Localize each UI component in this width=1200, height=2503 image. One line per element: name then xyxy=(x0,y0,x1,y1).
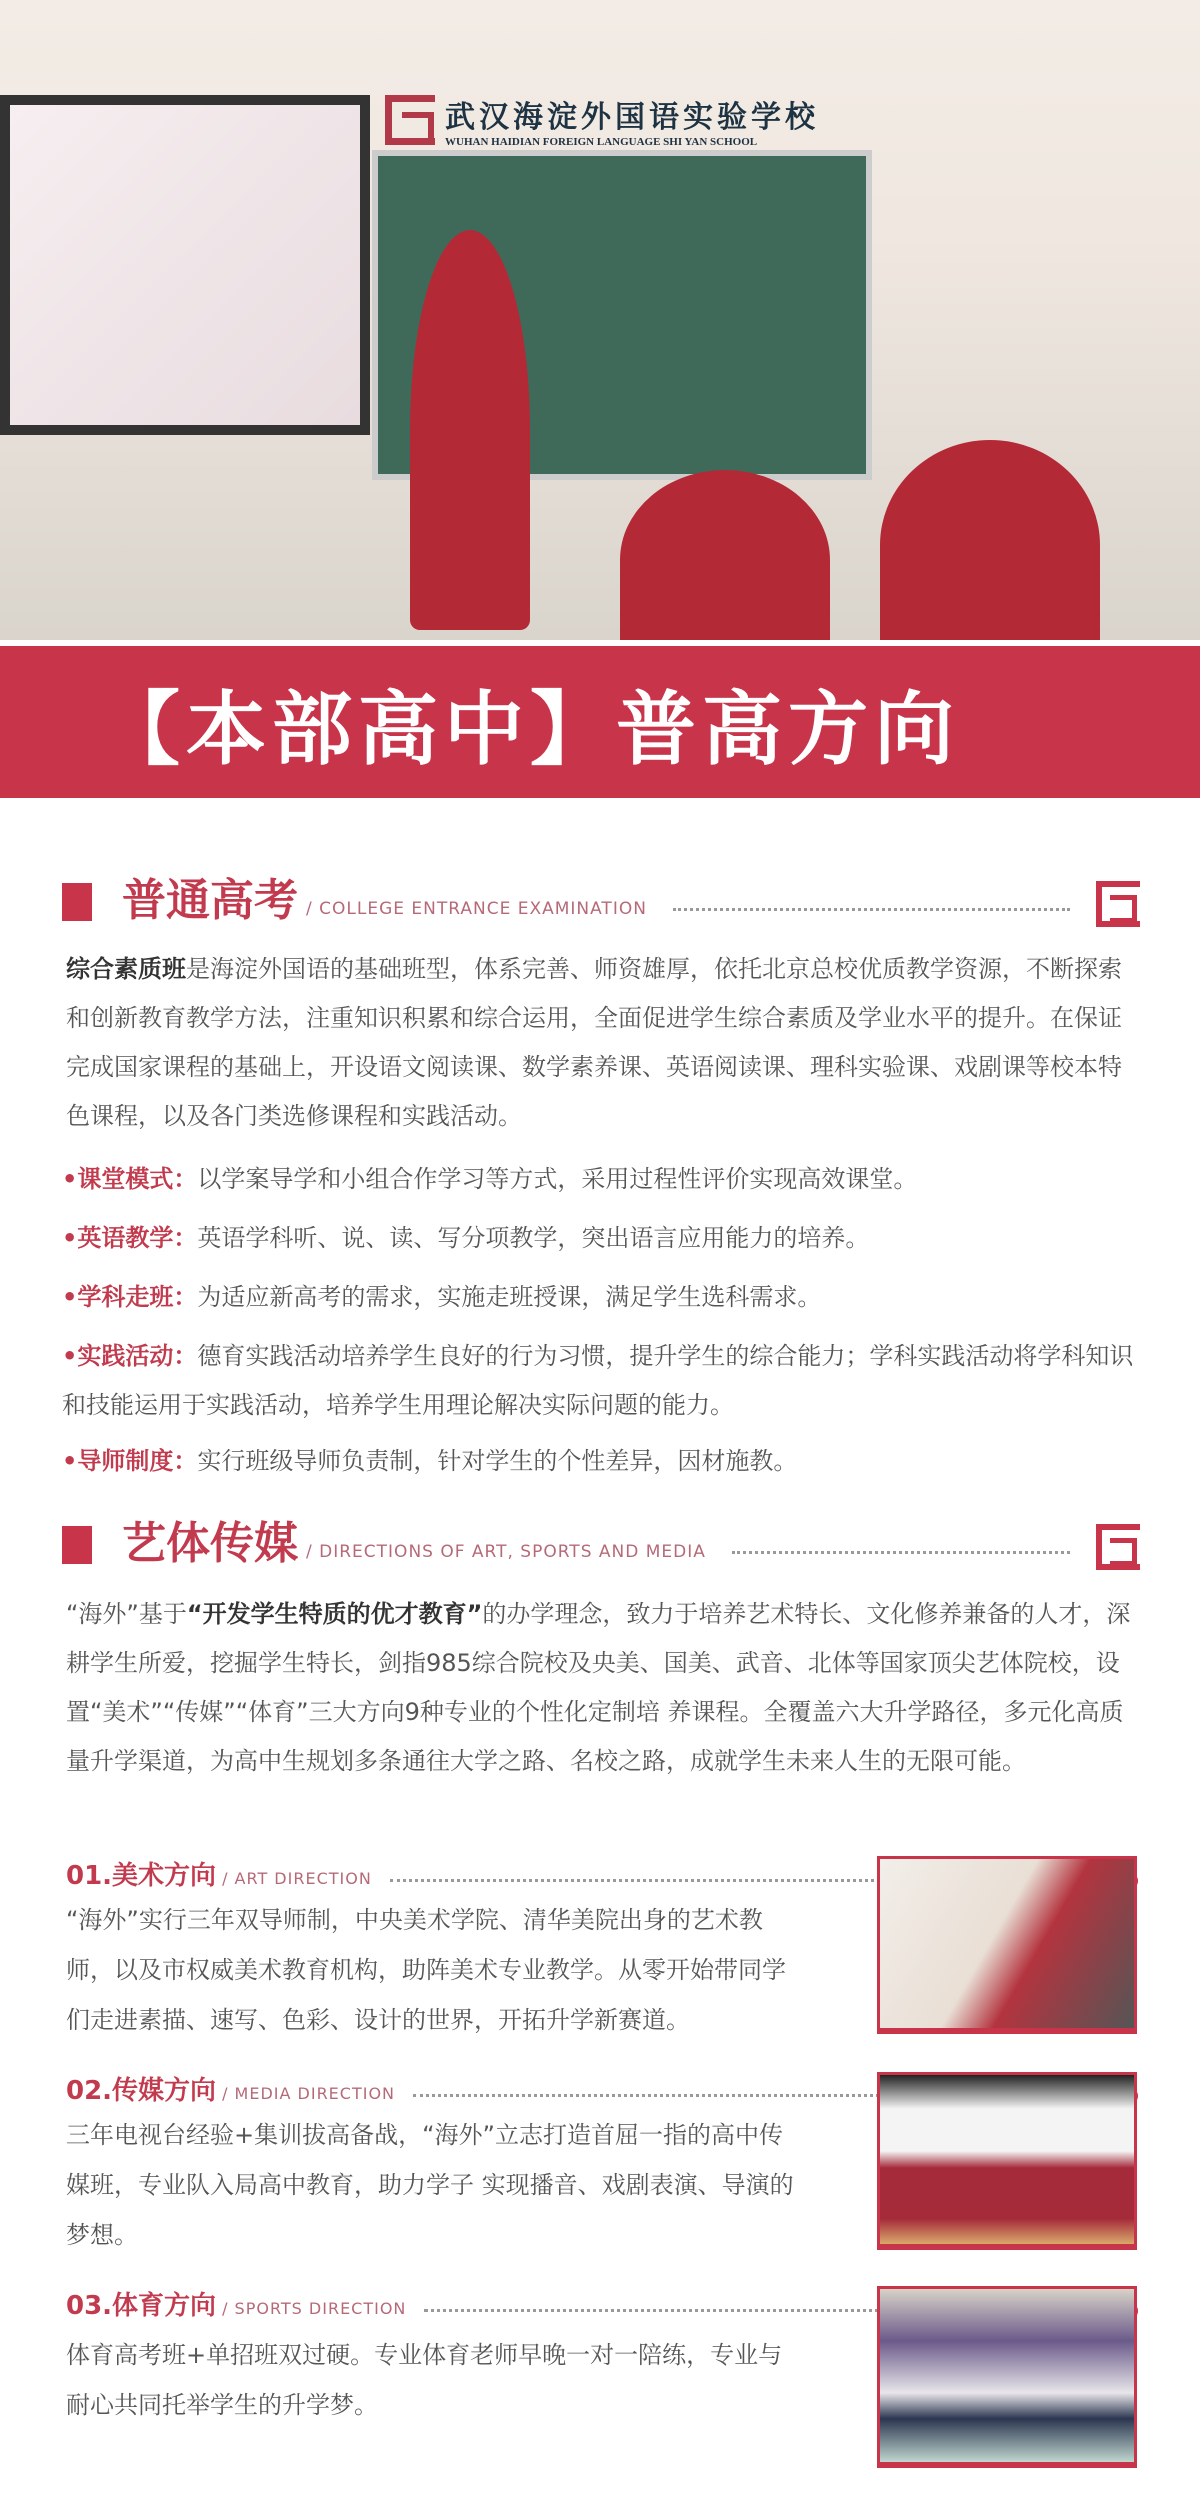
bullet-label: •导师制度： xyxy=(62,1447,198,1475)
art-photo xyxy=(877,1856,1137,2034)
direction-text: 体育高考班+单招班双过硬。专业体育老师早晚一对一陪练，专业与耐心共同托举学生的升学梦。 xyxy=(66,2341,783,2419)
section-title: 艺体传媒 xyxy=(122,1518,298,1569)
bullet-text: 以学案导学和小组合作学习等方式，采用过程性评价实现高效课堂。 xyxy=(197,1165,918,1193)
section-intro xyxy=(66,945,1141,1141)
intro-bold: “开发学生特质的优才教育” xyxy=(186,1600,483,1628)
logo-name-en: WUHAN HAIDIAN FOREIGN LANGUAGE SHI YAN SCHOOL xyxy=(445,136,758,148)
intro-text: 的办学理念，致力于培养艺术特长、文化修养兼备的人才，深耕学生所爱，挖掘学生特长，剑指985综合院校及央美、国美、武音、北体等国家顶尖艺体院校，设置“美术”“传媒”“体育”三大方向9种专业的个性化定制培 养课程。全覆盖六大升学路径，多元化高质量升学渠道，为高中生规划多条通往大学之路、名校之路，成就学生未来人生的无限可能。 xyxy=(66,1600,1131,1775)
student xyxy=(620,470,830,640)
list-item xyxy=(62,1437,1142,1486)
list-item xyxy=(62,1214,1142,1263)
logo-mark-icon xyxy=(1096,1524,1140,1570)
student xyxy=(880,440,1100,640)
list-item xyxy=(62,1155,1142,1204)
direction-title: 03.体育方向 xyxy=(66,2291,217,2321)
bullet-text: 德育实践活动培养学生良好的行为习惯，提升学生的综合能力；学科实践活动将学科知识和技能运用于实践活动，培养学生用理论解决实际问题的能力。 xyxy=(62,1342,1134,1419)
section-header-art xyxy=(62,1518,1140,1570)
list-item xyxy=(62,1332,1142,1430)
bullet-text: 为适应新高考的需求，实施走班授课，满足学生选科需求。 xyxy=(197,1283,822,1311)
list-item xyxy=(62,1273,1142,1322)
section-title: 普通高考 xyxy=(122,875,298,926)
section-subtitle: / COLLEGE ENTRANCE EXAMINATION xyxy=(306,899,647,919)
dotted-divider xyxy=(732,1551,1070,1554)
section-intro xyxy=(66,1590,1141,1786)
bullet-text: 实行班级导师负责制，针对学生的个性差异，因材施教。 xyxy=(197,1447,798,1475)
logo-mark-icon xyxy=(385,95,435,145)
direction-title: 01.美术方向 xyxy=(66,1861,217,1891)
logo-mark-icon xyxy=(1096,881,1140,927)
direction-subtitle: / SPORTS DIRECTION xyxy=(222,2299,407,2318)
direction-title: 02.传媒方向 xyxy=(66,2076,217,2106)
dotted-divider xyxy=(673,908,1070,911)
logo-name-cn: 武汉海淀外国语实验学校 xyxy=(445,100,819,135)
school-logo xyxy=(385,92,819,148)
direction-text: “海外”实行三年双导师制，中央美术学院、清华美院出身的艺术教师，以及市权威美术教育机构，助阵美术专业教学。从零开始带同学们走进素描、速写、色彩、设计的世界，开拓升学新赛道。 xyxy=(66,1906,786,2034)
square-bullet-icon xyxy=(62,883,92,921)
classroom-screen xyxy=(0,95,370,435)
intro-text: 是海淀外国语的基础班型，体系完善、师资雄厚，依托北京总校优质教学资源，不断探索和创新教育教学方法，注重知识积累和综合运用，全面促进学生综合素质及学业水平的提升。在保证完成国家课程的基础上，开设语文阅读课、数学素养课、英语阅读课、理科实验课、戏剧课等校本特色课程，以及各门类选修课程和实践活动。 xyxy=(66,955,1122,1130)
intro-bold: 综合素质班 xyxy=(66,955,186,983)
section-header-exam xyxy=(62,875,1140,927)
intro-text: “海外”基于 xyxy=(66,1600,187,1628)
direction-subtitle: / MEDIA DIRECTION xyxy=(222,2084,396,2103)
student-presenter xyxy=(410,230,530,630)
media-photo xyxy=(877,2072,1137,2250)
sports-photo xyxy=(877,2286,1137,2468)
bullet-text: 英语学科听、说、读、写分项教学，突出语言应用能力的培养。 xyxy=(197,1224,870,1252)
section-subtitle: / DIRECTIONS OF ART, SPORTS AND MEDIA xyxy=(306,1542,706,1562)
hero-photo xyxy=(0,0,1200,640)
bullet-label: •英语教学： xyxy=(62,1224,198,1252)
direction-subtitle: / ART DIRECTION xyxy=(222,1869,372,1888)
bullet-label: •实践活动： xyxy=(62,1342,198,1370)
direction-text: 三年电视台经验+集训拔高备战，“海外”立志打造首屈一指的高中传媒班，专业队入局高中教育，助力学子 实现播音、戏剧表演、导演的梦想。 xyxy=(66,2121,794,2249)
bullet-label: •课堂模式： xyxy=(62,1165,198,1193)
page-banner: 【本部高中】普高方向 xyxy=(0,646,1200,798)
bullet-label: •学科走班： xyxy=(62,1283,198,1311)
square-bullet-icon xyxy=(62,1526,92,1564)
